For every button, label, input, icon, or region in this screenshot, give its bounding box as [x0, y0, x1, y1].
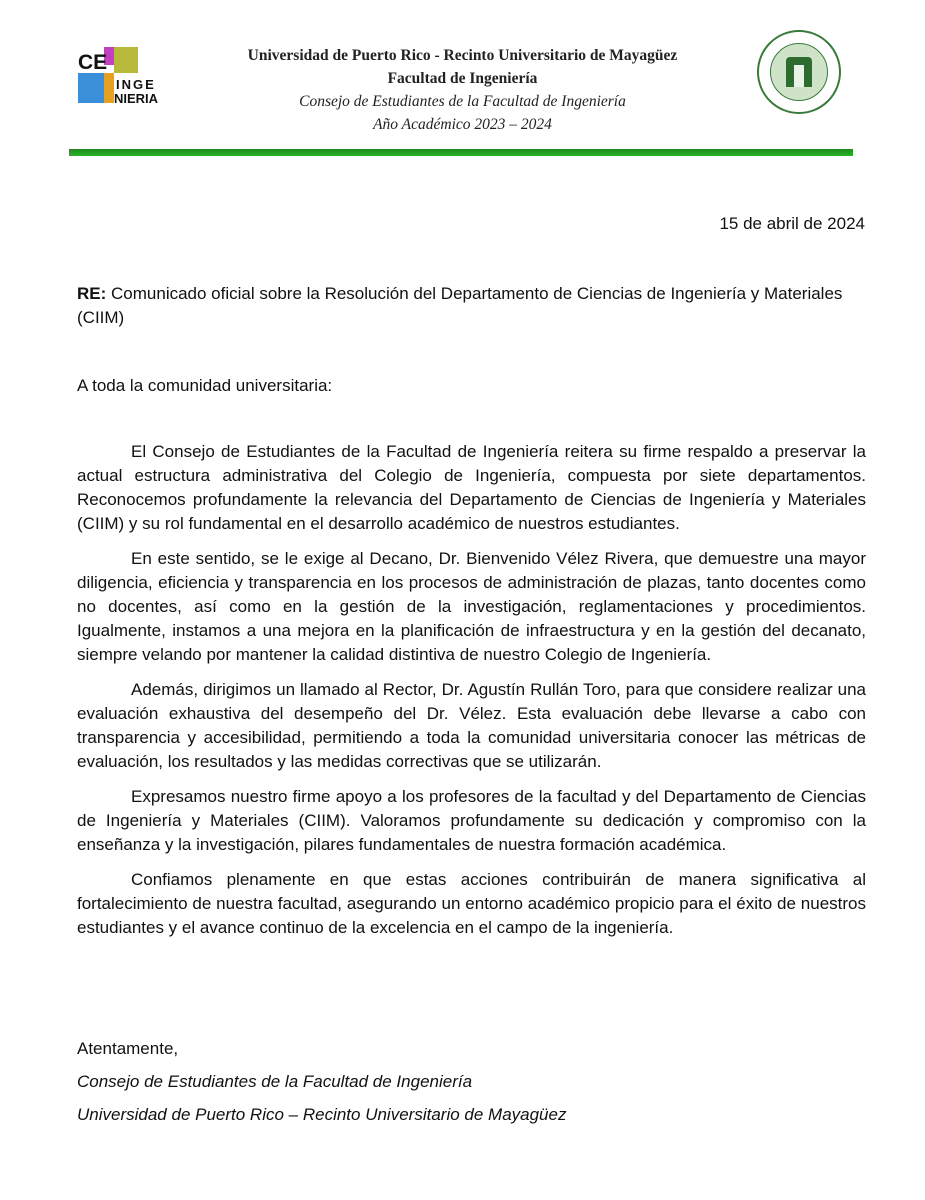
paragraph: Además, dirigimos un llamado al Rector, Dr. Agustín Rullán Toro, para que considere realizar una evaluación exhaustiva del desempeño del Dr. Vélez. Esta evaluación debe llevarse a cabo con transparencia y accesibilidad, permitiendo a toda la comunidad universitaria conocer las métricas de evaluación, los resultados y las medidas correctivas que se utilizarán. — [77, 680, 866, 771]
letter-body — [77, 440, 866, 951]
closing-block — [77, 1032, 866, 1131]
paragraph: Confiamos plenamente en que estas acciones contribuirán de manera significativa al fortalecimiento de nuestra facultad, asegurando un entorno académico propicio para el éxito de nuestros estudiantes y el avance continuo de la excelencia en el campo de la ingeniería. — [77, 870, 866, 937]
subject-text: Comunicado oficial sobre la Resolución del Departamento de Ciencias de Ingeniería y Materiales (CIIM) — [77, 284, 843, 327]
faculty-name: Facultad de Ingeniería — [387, 70, 538, 87]
letter-date: 15 de abril de 2024 — [719, 214, 865, 233]
svg-text:NIERIA: NIERIA — [114, 91, 159, 105]
university-seal — [757, 30, 841, 114]
svg-text:INGE: INGE — [116, 77, 156, 92]
signature-line: Consejo de Estudiantes de la Facultad de Ingeniería — [77, 1072, 473, 1091]
salutation: A toda la comunidad universitaria: — [77, 376, 333, 395]
paragraph: En este sentido, se le exige al Decano, Dr. Bienvenido Vélez Rivera, que demuestre una mayor diligencia, eficiencia y transparencia en los procesos de administración de plazas, tanto docentes como no docentes, así como en la gestión de la investigación, reglamentaciones y procedimientos. Igualmente, instamos a una mejora en la planificación de infraestructura y en la gestión del decanato, siempre velando por mantener la calidad distintiva de nuestro Colegio de Ingeniería. — [77, 549, 866, 664]
svg-text:CE: CE — [78, 51, 108, 74]
header-divider — [69, 149, 853, 156]
closing: Atentamente, — [77, 1039, 179, 1058]
university-name: Universidad de Puerto Rico - Recinto Universitario de Mayagüez — [247, 47, 678, 64]
signature-line: Universidad de Puerto Rico – Recinto Universitario de Mayagüez — [77, 1105, 567, 1124]
subject-line — [77, 282, 866, 330]
paragraph: El Consejo de Estudiantes de la Facultad de Ingeniería reitera su firme respaldo a preservar la actual estructura administrativa del Colegio de Ingeniería, compuesta por siete departamentos. Reconocemos profundamente la relevancia del Departamento de Ciencias de Ingeniería y Materiales (CIIM) y su rol fundamental en el desarrollo académico de nuestros estudiantes. — [77, 442, 866, 533]
re-label: RE: — [77, 284, 107, 303]
council-name: Consejo de Estudiantes de la Facultad de Ingeniería — [299, 93, 626, 110]
academic-year: Año Académico 2023 – 2024 — [373, 116, 552, 133]
paragraph: Expresamos nuestro firme apoyo a los profesores de la facultad y del Departamento de Ciencias de Ingeniería y Materiales (CIIM). Valoramos profundamente su dedicación y compromiso con la enseñanza y la investigación, pilares fundamentales de nuestra formación académica. — [77, 787, 866, 854]
